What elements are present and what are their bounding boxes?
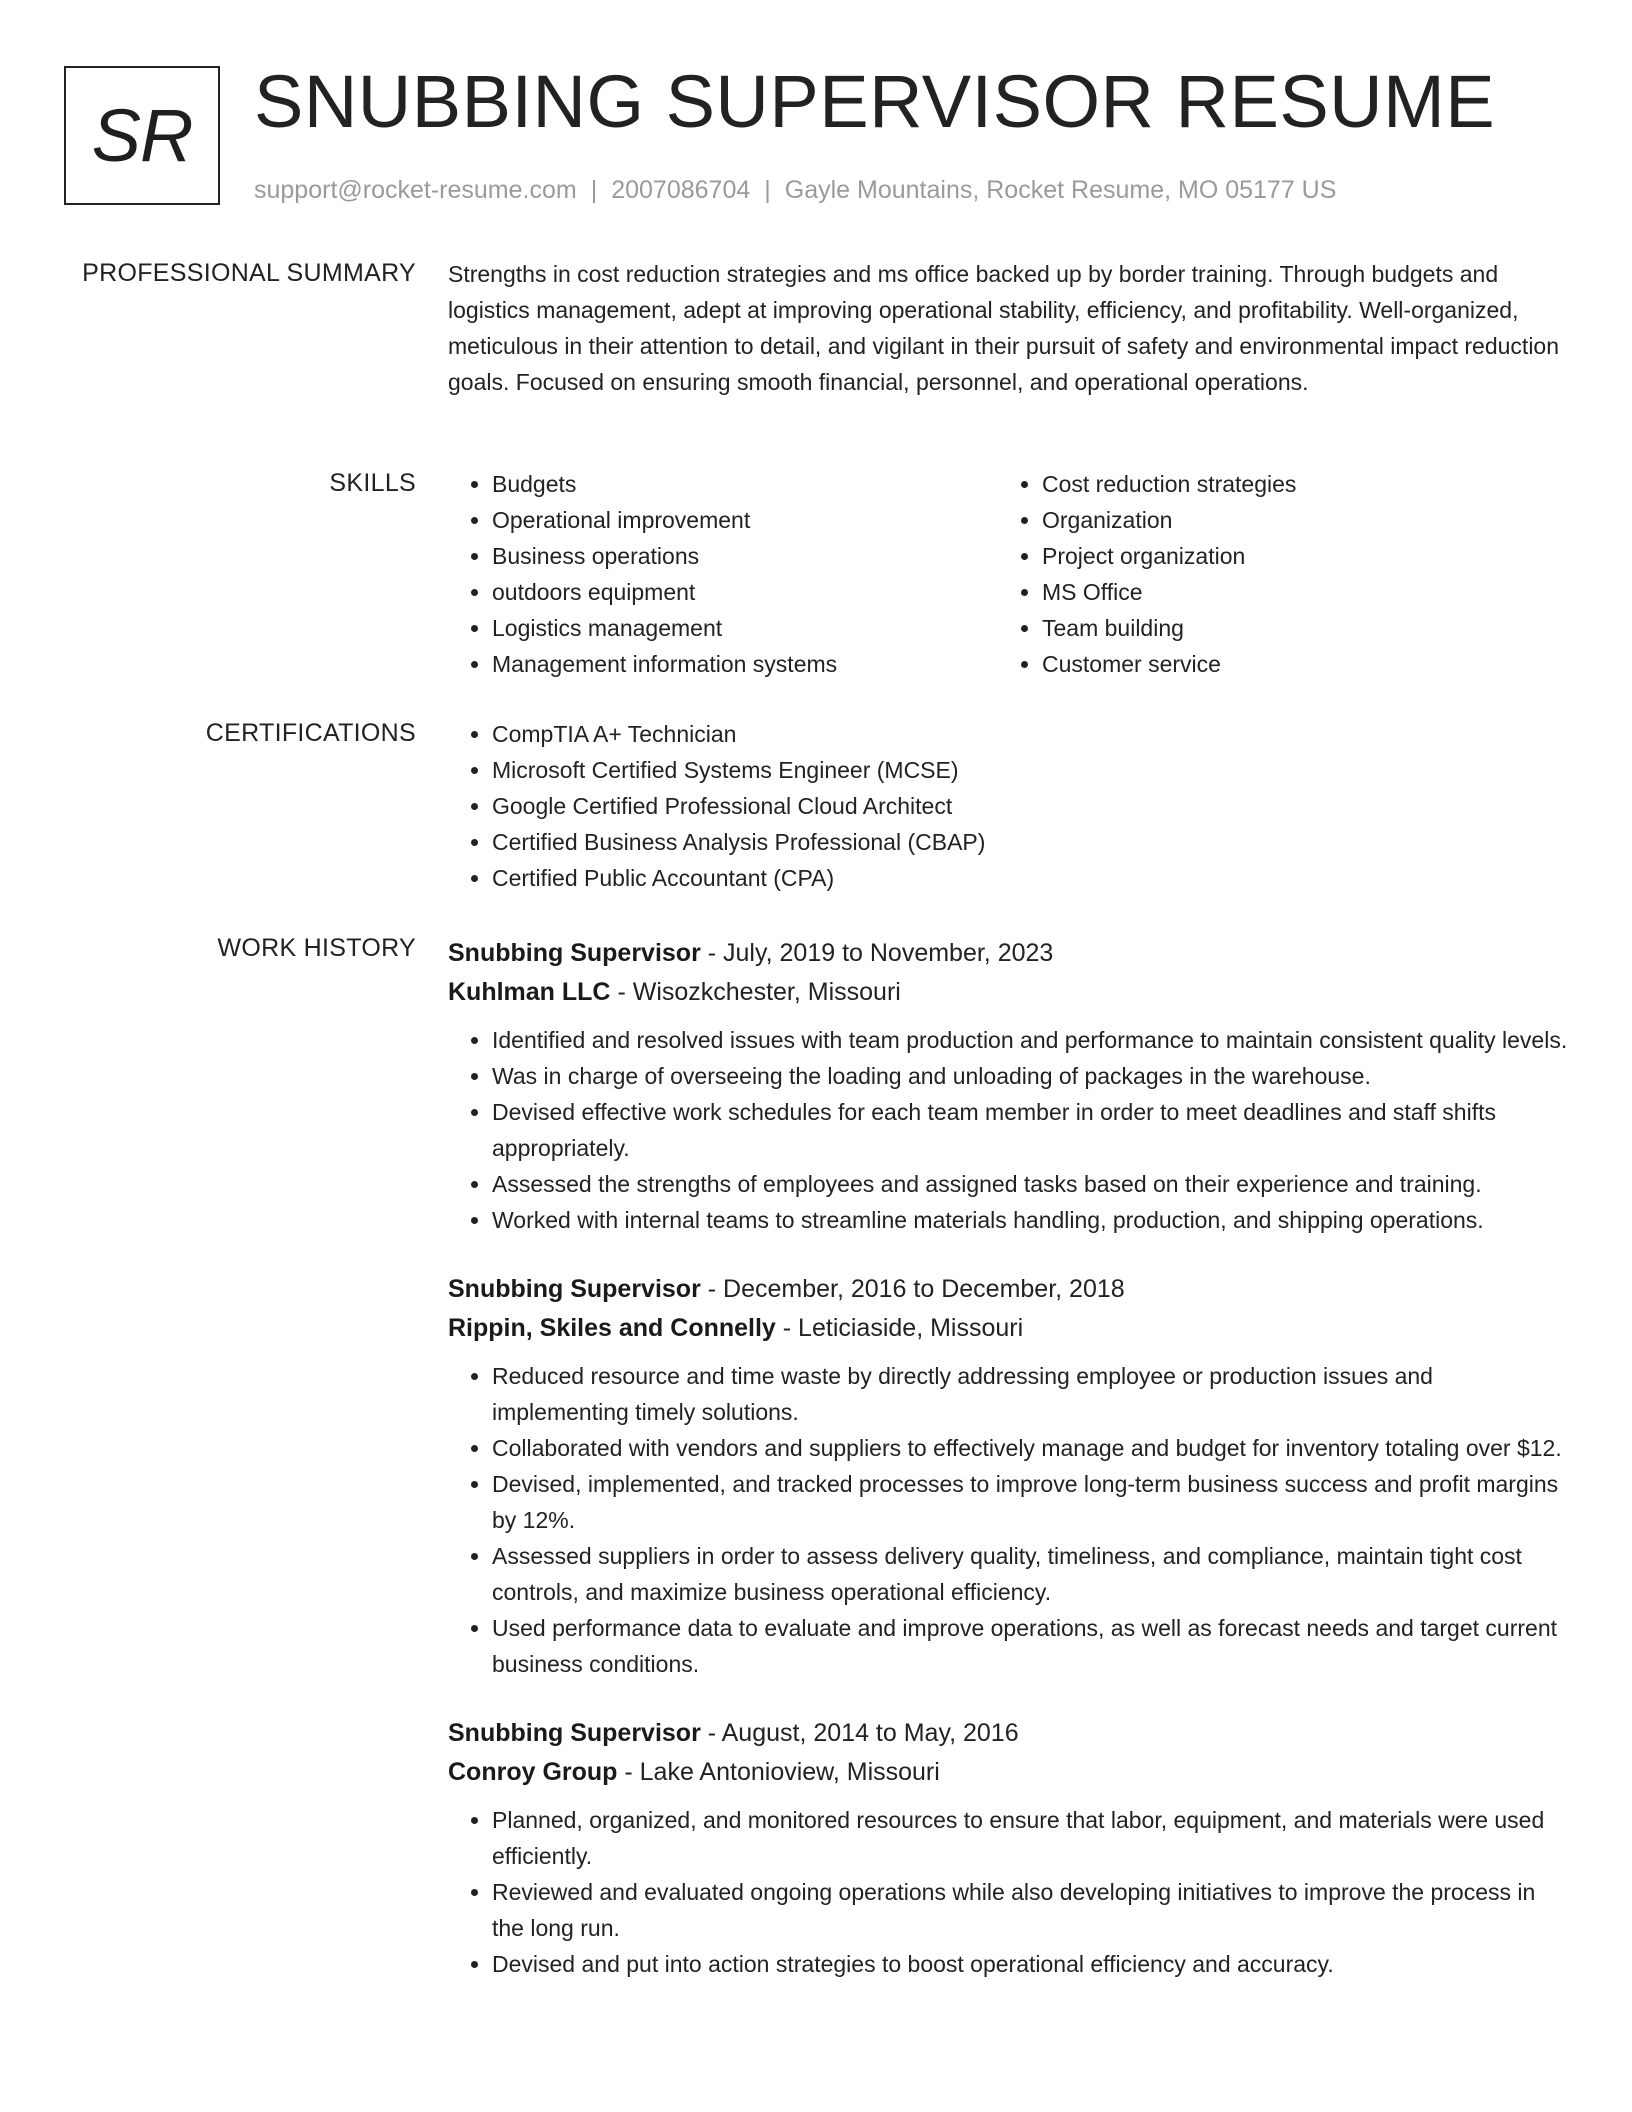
job-bullet: • Devised, implemented, and tracked processes to improve long-term business success and profit margins by 12%. [492, 1466, 1568, 1538]
contact-line [254, 176, 1336, 205]
skill-item: • MS Office [1042, 574, 1548, 610]
certification-item: • Google Certified Professional Cloud Architect [492, 788, 1568, 824]
certifications-list [448, 716, 1568, 896]
section-heading-skills: SKILLS [329, 469, 416, 497]
job-bullet: • Identified and resolved issues with team production and performance to maintain consistent quality levels. [492, 1022, 1568, 1058]
job-bullet: • Reduced resource and time waste by directly addressing employee or production issues and implementing timely solutions. [492, 1358, 1568, 1430]
separator: | [590, 176, 598, 204]
job-dates: - December, 2016 to December, 2018 [700, 1275, 1125, 1303]
monogram-logo: SR [64, 66, 220, 205]
skill-item: • Customer service [1042, 646, 1548, 682]
section-heading-work-history: WORK HISTORY [217, 934, 416, 962]
job-title: Snubbing Supervisor [448, 939, 701, 967]
job-dates: - July, 2019 to November, 2023 [700, 939, 1054, 967]
work-history-body [448, 934, 1568, 2014]
job-location: - Wisozkchester, Missouri [610, 978, 901, 1006]
skills-column-left [448, 466, 998, 682]
job-bullet: • Devised effective work schedules for each team member in order to meet deadlines and staff shifts appropriately. [492, 1094, 1568, 1166]
job-company: Kuhlman LLC [448, 978, 611, 1006]
skill-item: • Cost reduction strategies [1042, 466, 1548, 502]
skill-item: • Project organization [1042, 538, 1548, 574]
job-bullet: • Assessed the strengths of employees and assigned tasks based on their experience and training. [492, 1166, 1568, 1202]
skill-item: • Team building [1042, 610, 1548, 646]
job-entry [448, 1714, 1568, 1982]
section-heading-summary: PROFESSIONAL SUMMARY [82, 259, 416, 287]
skill-item: • Management information systems [492, 646, 998, 682]
address: Gayle Mountains, Rocket Resume, MO 05177 US [784, 176, 1337, 204]
job-company-line [448, 1308, 1568, 1348]
job-title-line [448, 1714, 1568, 1752]
certification-item: • Microsoft Certified Systems Engineer (MCSE) [492, 752, 1568, 788]
job-entry [448, 934, 1568, 1238]
job-title: Snubbing Supervisor [448, 1275, 701, 1303]
job-bullet: • Used performance data to evaluate and improve operations, as well as forecast needs and target current business conditions. [492, 1610, 1568, 1682]
job-bullet: • Collaborated with vendors and suppliers to effectively manage and budget for inventory totaling over $12. [492, 1430, 1568, 1466]
email-link[interactable]: support@rocket-resume.com [254, 176, 577, 204]
certification-item: • Certified Business Analysis Professional (CBAP) [492, 824, 1568, 860]
section-heading-certifications: CERTIFICATIONS [205, 719, 416, 747]
separator: | [764, 176, 771, 204]
job-bullet: • Reviewed and evaluated ongoing operations while also developing initiatives to improve the process in the long run. [492, 1874, 1568, 1946]
skill-item: • Organization [1042, 502, 1548, 538]
skill-item: • Budgets [492, 466, 998, 502]
resume-header [64, 60, 1568, 211]
job-bullet: • Assessed suppliers in order to assess delivery quality, timeliness, and compliance, maintain tight cost controls, and maximize business operational efficiency. [492, 1538, 1568, 1610]
page-title: SNUBBING SUPERVISOR RESUME [254, 60, 1496, 143]
skills-grid [448, 466, 1568, 682]
job-title: Snubbing Supervisor [448, 1719, 701, 1747]
job-bullet: • Devised and put into action strategies to boost operational efficiency and accuracy. [492, 1946, 1568, 1982]
certification-item: • Certified Public Accountant (CPA) [492, 860, 1568, 896]
job-company: Rippin, Skiles and Connelly [448, 1314, 776, 1342]
job-entry [448, 1270, 1568, 1682]
job-bullet: • Planned, organized, and monitored resources to ensure that labor, equipment, and materials were used efficiently. [492, 1802, 1568, 1874]
job-dates: - August, 2014 to May, 2016 [700, 1719, 1019, 1747]
job-location: - Leticiaside, Missouri [775, 1314, 1024, 1342]
certification-item: • CompTIA A+ Technician [492, 716, 1568, 752]
skill-item: • Operational improvement [492, 502, 998, 538]
job-bullet: • Worked with internal teams to streamline materials handling, production, and shipping operations. [492, 1202, 1568, 1238]
job-company: Conroy Group [448, 1758, 618, 1786]
job-company-line [448, 972, 1568, 1012]
skill-item: • outdoors equipment [492, 574, 998, 610]
job-bullet: • Was in charge of overseeing the loading and unloading of packages in the warehouse. [492, 1058, 1568, 1094]
job-location: - Lake Antonioview, Missouri [617, 1758, 940, 1786]
job-title-line [448, 934, 1568, 972]
summary-text: Strengths in cost reduction strategies and ms office backed up by border training. Through budgets and logistics management, adept at improving operational stability, efficiency, and profitability. Well-organized, meticulous in their attention to detail, and vigilant in their pursuit of safety and environmental impact reduction goals. Focused on ensuring smooth financial, personnel, and operational operations. [448, 261, 1560, 395]
job-company-line [448, 1752, 1568, 1792]
job-title-line [448, 1270, 1568, 1308]
skill-item: • Logistics management [492, 610, 998, 646]
phone-number: 2007086704 [611, 176, 751, 204]
skills-column-right [998, 466, 1548, 682]
skill-item: • Business operations [492, 538, 998, 574]
